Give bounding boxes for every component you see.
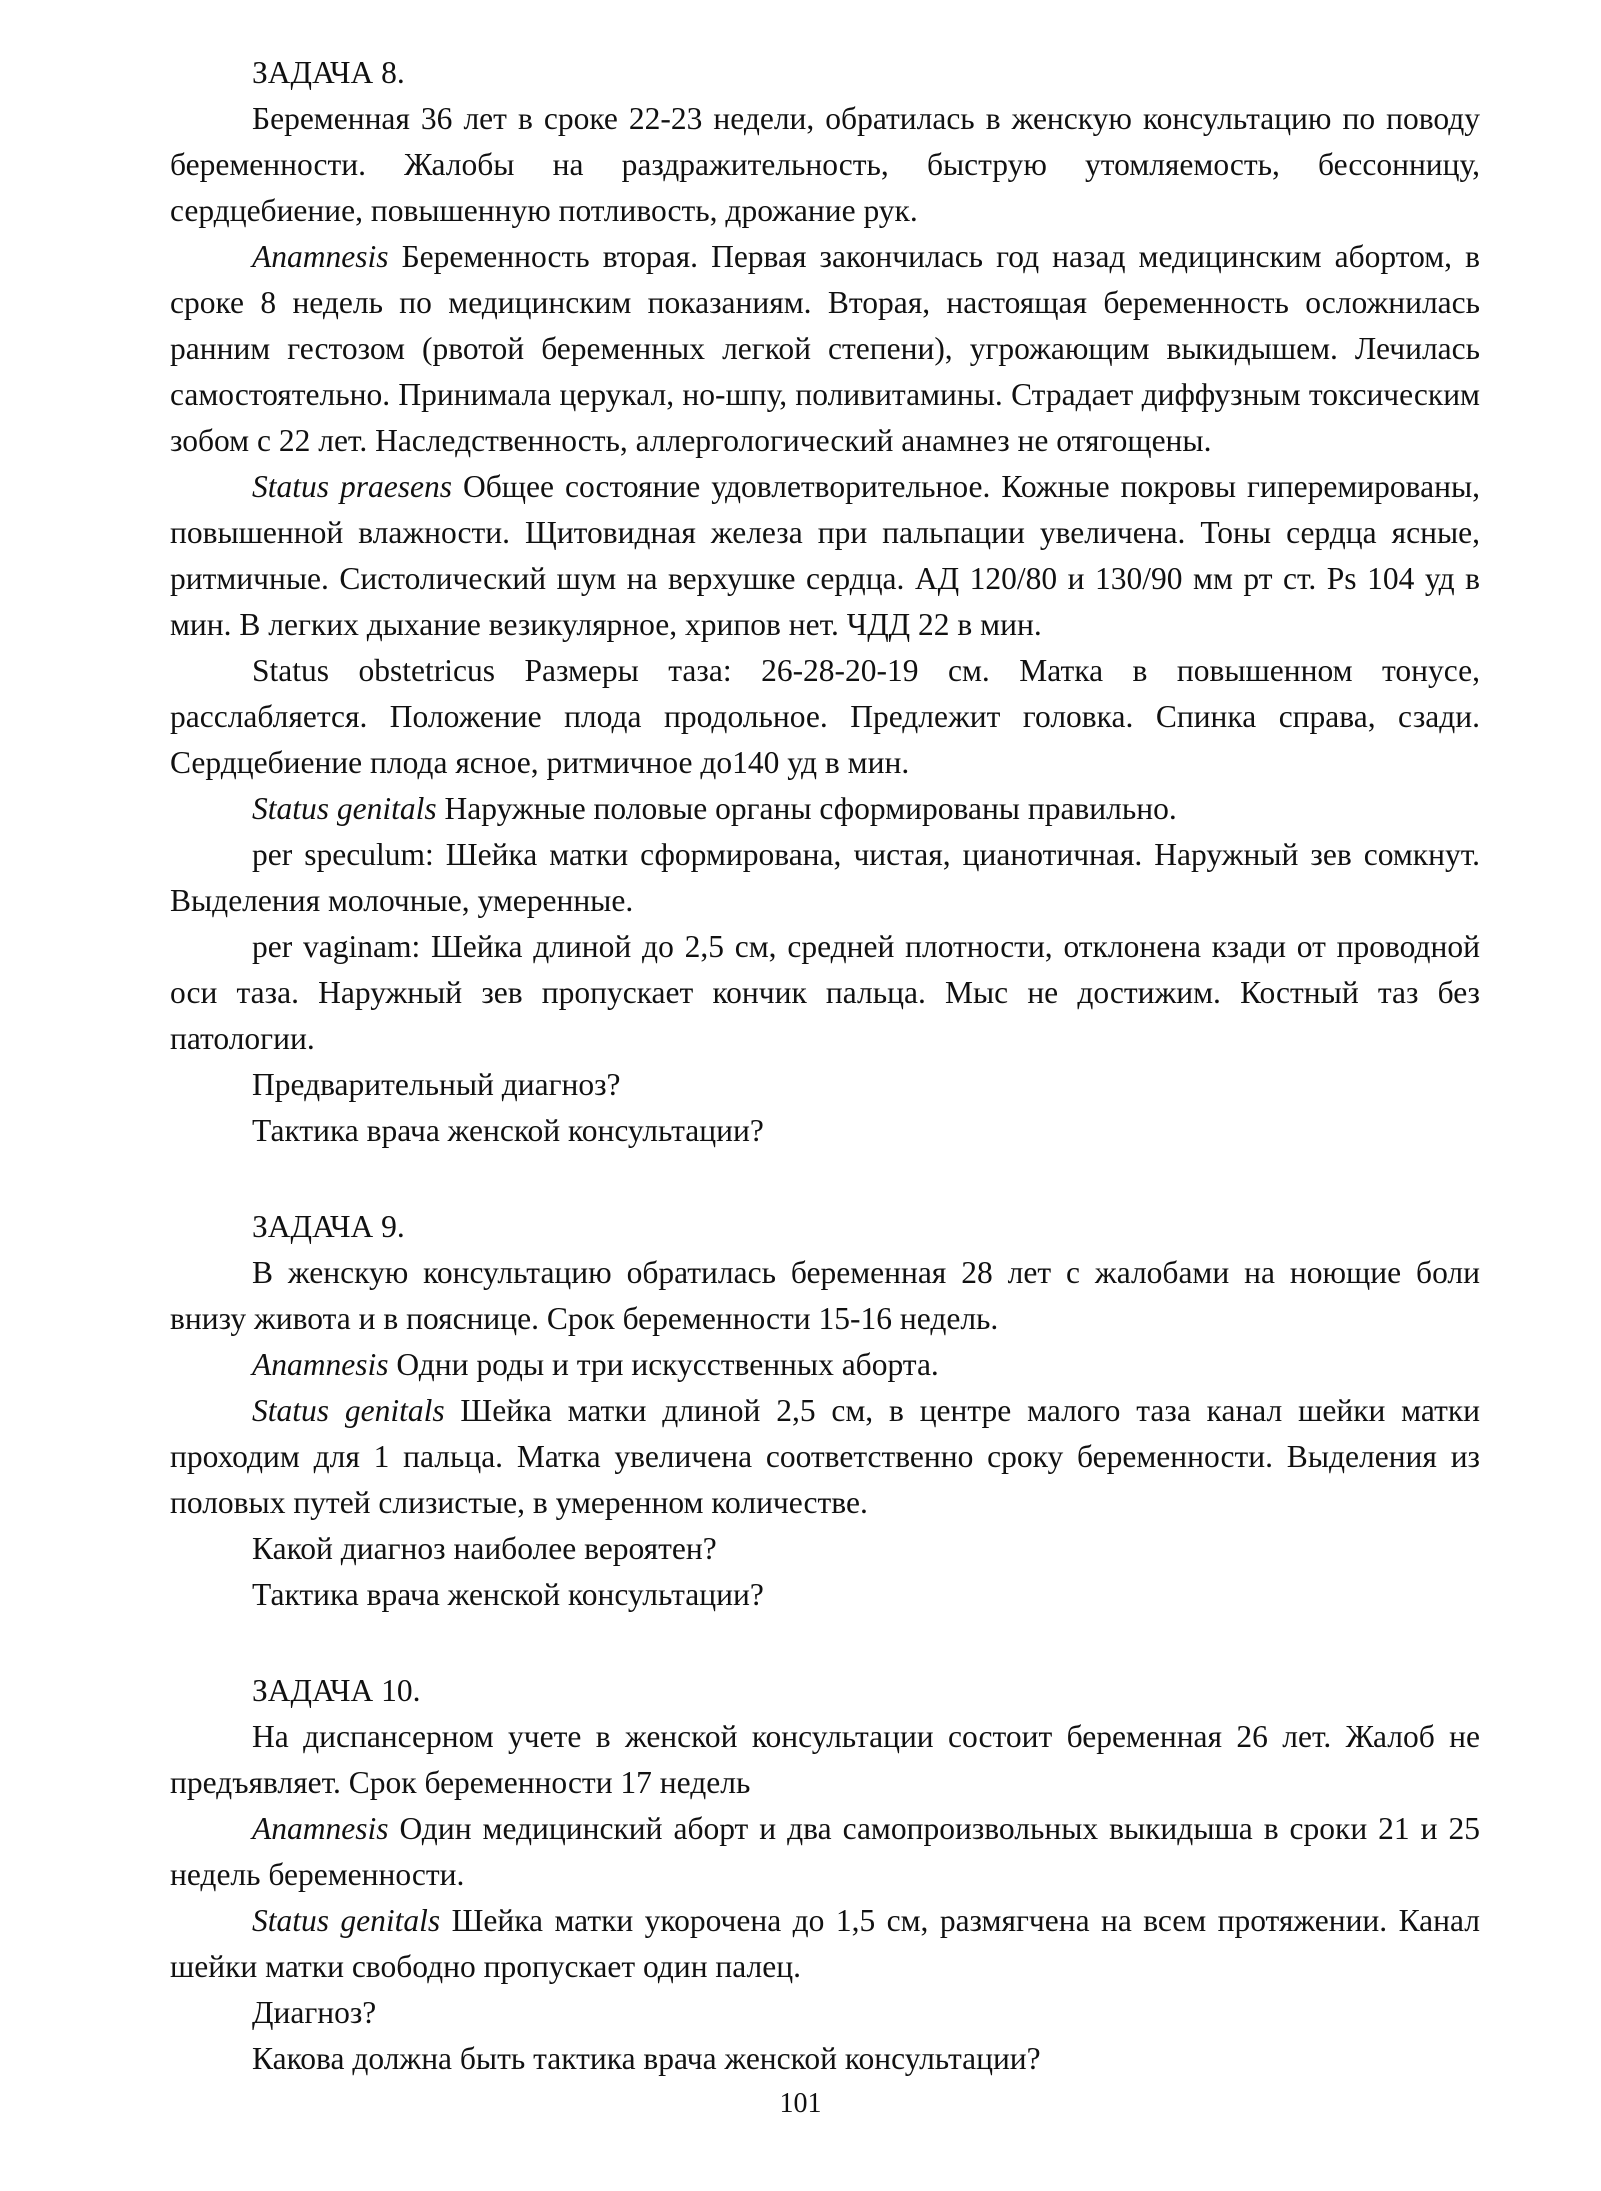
section-label: Anamnesis bbox=[252, 239, 389, 274]
anamnesis-paragraph bbox=[170, 1342, 1480, 1388]
section-label: Anamnesis bbox=[252, 1347, 389, 1382]
per-speculum-paragraph bbox=[170, 832, 1480, 924]
task-title: ЗАДАЧА 8. bbox=[252, 55, 405, 90]
status-genitals-paragraph bbox=[170, 1898, 1480, 1990]
section-label: Status praesens bbox=[252, 469, 453, 504]
status-obstetricus-paragraph bbox=[170, 648, 1480, 786]
question: Какой диагноз наиболее вероятен? bbox=[252, 1531, 717, 1566]
complaint-paragraph bbox=[170, 1250, 1480, 1342]
section-label: Status genitals bbox=[252, 1393, 445, 1428]
anamnesis-paragraph bbox=[170, 1806, 1480, 1898]
document-page bbox=[170, 50, 1480, 2082]
status-praesens-paragraph bbox=[170, 464, 1480, 648]
question: Диагноз? bbox=[252, 1995, 377, 2030]
paragraph-text: Одни роды и три искусственных аборта. bbox=[388, 1347, 939, 1382]
status-genitals-paragraph bbox=[170, 1388, 1480, 1526]
paragraph-text: На диспансерном учете в женской консультации состоит беременная 26 лет. Жалоб не предъявляет. Срок беременности 17 недель bbox=[170, 1719, 1480, 1800]
anamnesis-paragraph bbox=[170, 234, 1480, 464]
paragraph-text: Один медицинский аборт и два самопроизвольных выкидыша в сроки 21 и 25 недель беременности. bbox=[170, 1811, 1480, 1892]
section-label: Status genitals bbox=[252, 1903, 441, 1938]
paragraph-text: В женскую консультацию обратилась беременная 28 лет с жалобами на ноющие боли внизу живота и в пояснице. Срок беременности 15-16 недель. bbox=[170, 1255, 1480, 1336]
task-8 bbox=[170, 50, 1480, 1154]
section-label: Anamnesis bbox=[252, 1811, 389, 1846]
paragraph-text: Шейка матки длиной 2,5 см, в центре малого таза канал шейки матки проходим для 1 пальца. Матка увеличена соответственно сроку беременности. Выделения из половых путей слизистые, в умеренном количестве. bbox=[170, 1393, 1480, 1520]
task-title: ЗАДАЧА 9. bbox=[252, 1209, 405, 1244]
paragraph-text: per vaginam: Шейка длиной до 2,5 см, средней плотности, отклонена кзади от проводной оси таза. Наружный зев пропускает кончик пальца. Мыс не достижим. Костный таз без патологии. bbox=[170, 929, 1480, 1056]
paragraph-text: Общее состояние удовлетворительное. Кожные покровы гиперемированы, повышенной влажности. Щитовидная железа при пальпации увеличена. Тоны сердца ясные, ритмичные. Систолический шум на верхушке сердца. АД 120/80 и 130/90 мм рт ст. Ps 104 уд в мин. В легких дыхание везикулярное, хрипов нет. ЧДД 22 в мин. bbox=[170, 469, 1481, 642]
section-label: Status genitals bbox=[252, 791, 437, 826]
paragraph-text: per speculum: Шейка матки сформирована, чистая, цианотичная. Наружный зев сомкнут. Выделения молочные, умеренные. bbox=[170, 837, 1480, 918]
page-number: 101 bbox=[779, 2088, 822, 2119]
complaint-paragraph bbox=[170, 96, 1480, 234]
paragraph-text: Шейка матки укорочена до 1,5 см, размягчена на всем протяжении. Канал шейки матки свободно пропускает один палец. bbox=[170, 1903, 1480, 1984]
question: Какова должна быть тактика врача женской консультации? bbox=[252, 2041, 1041, 2076]
question: Предварительный диагноз? bbox=[252, 1067, 621, 1102]
paragraph-text: Status obstetricus Размеры таза: 26-28-20-19 см. Матка в повышенном тонусе, расслабляется. Положение плода продольное. Предлежит головка. Спинка справа, сзади. Сердцебиение плода ясное, ритмичное до140 уд в мин. bbox=[170, 653, 1480, 780]
paragraph-text: Беременность вторая. Первая закончилась год назад медицинским абортом, в сроке 8 недель по медицинским показаниям. Вторая, настоящая беременность осложнилась ранним гестозом (рвотой беременных легкой степени), угрожающим выкидышем. Лечилась самостоятельно. Принимала церукал, но-шпу, поливитамины. Страдает диффузным токсическим зобом с 22 лет. Наследственность, аллергологический анамнез не отягощены. bbox=[170, 239, 1480, 458]
question: Тактика врача женской консультации? bbox=[252, 1113, 764, 1148]
task-9 bbox=[170, 1204, 1480, 1618]
paragraph-text: Беременная 36 лет в сроке 22-23 недели, обратилась в женскую консультацию по поводу беременности. Жалобы на раздражительность, быструю утомляемость, бессонницу, сердцебиение, повышенную потливость, дрожание рук. bbox=[170, 101, 1480, 228]
paragraph-text: Наружные половые органы сформированы правильно. bbox=[436, 791, 1177, 826]
complaint-paragraph bbox=[170, 1714, 1480, 1806]
status-genitals-paragraph bbox=[170, 786, 1480, 832]
per-vaginam-paragraph bbox=[170, 924, 1480, 1062]
task-10 bbox=[170, 1668, 1480, 2082]
task-title: ЗАДАЧА 10. bbox=[252, 1673, 421, 1708]
question: Тактика врача женской консультации? bbox=[252, 1577, 764, 1612]
